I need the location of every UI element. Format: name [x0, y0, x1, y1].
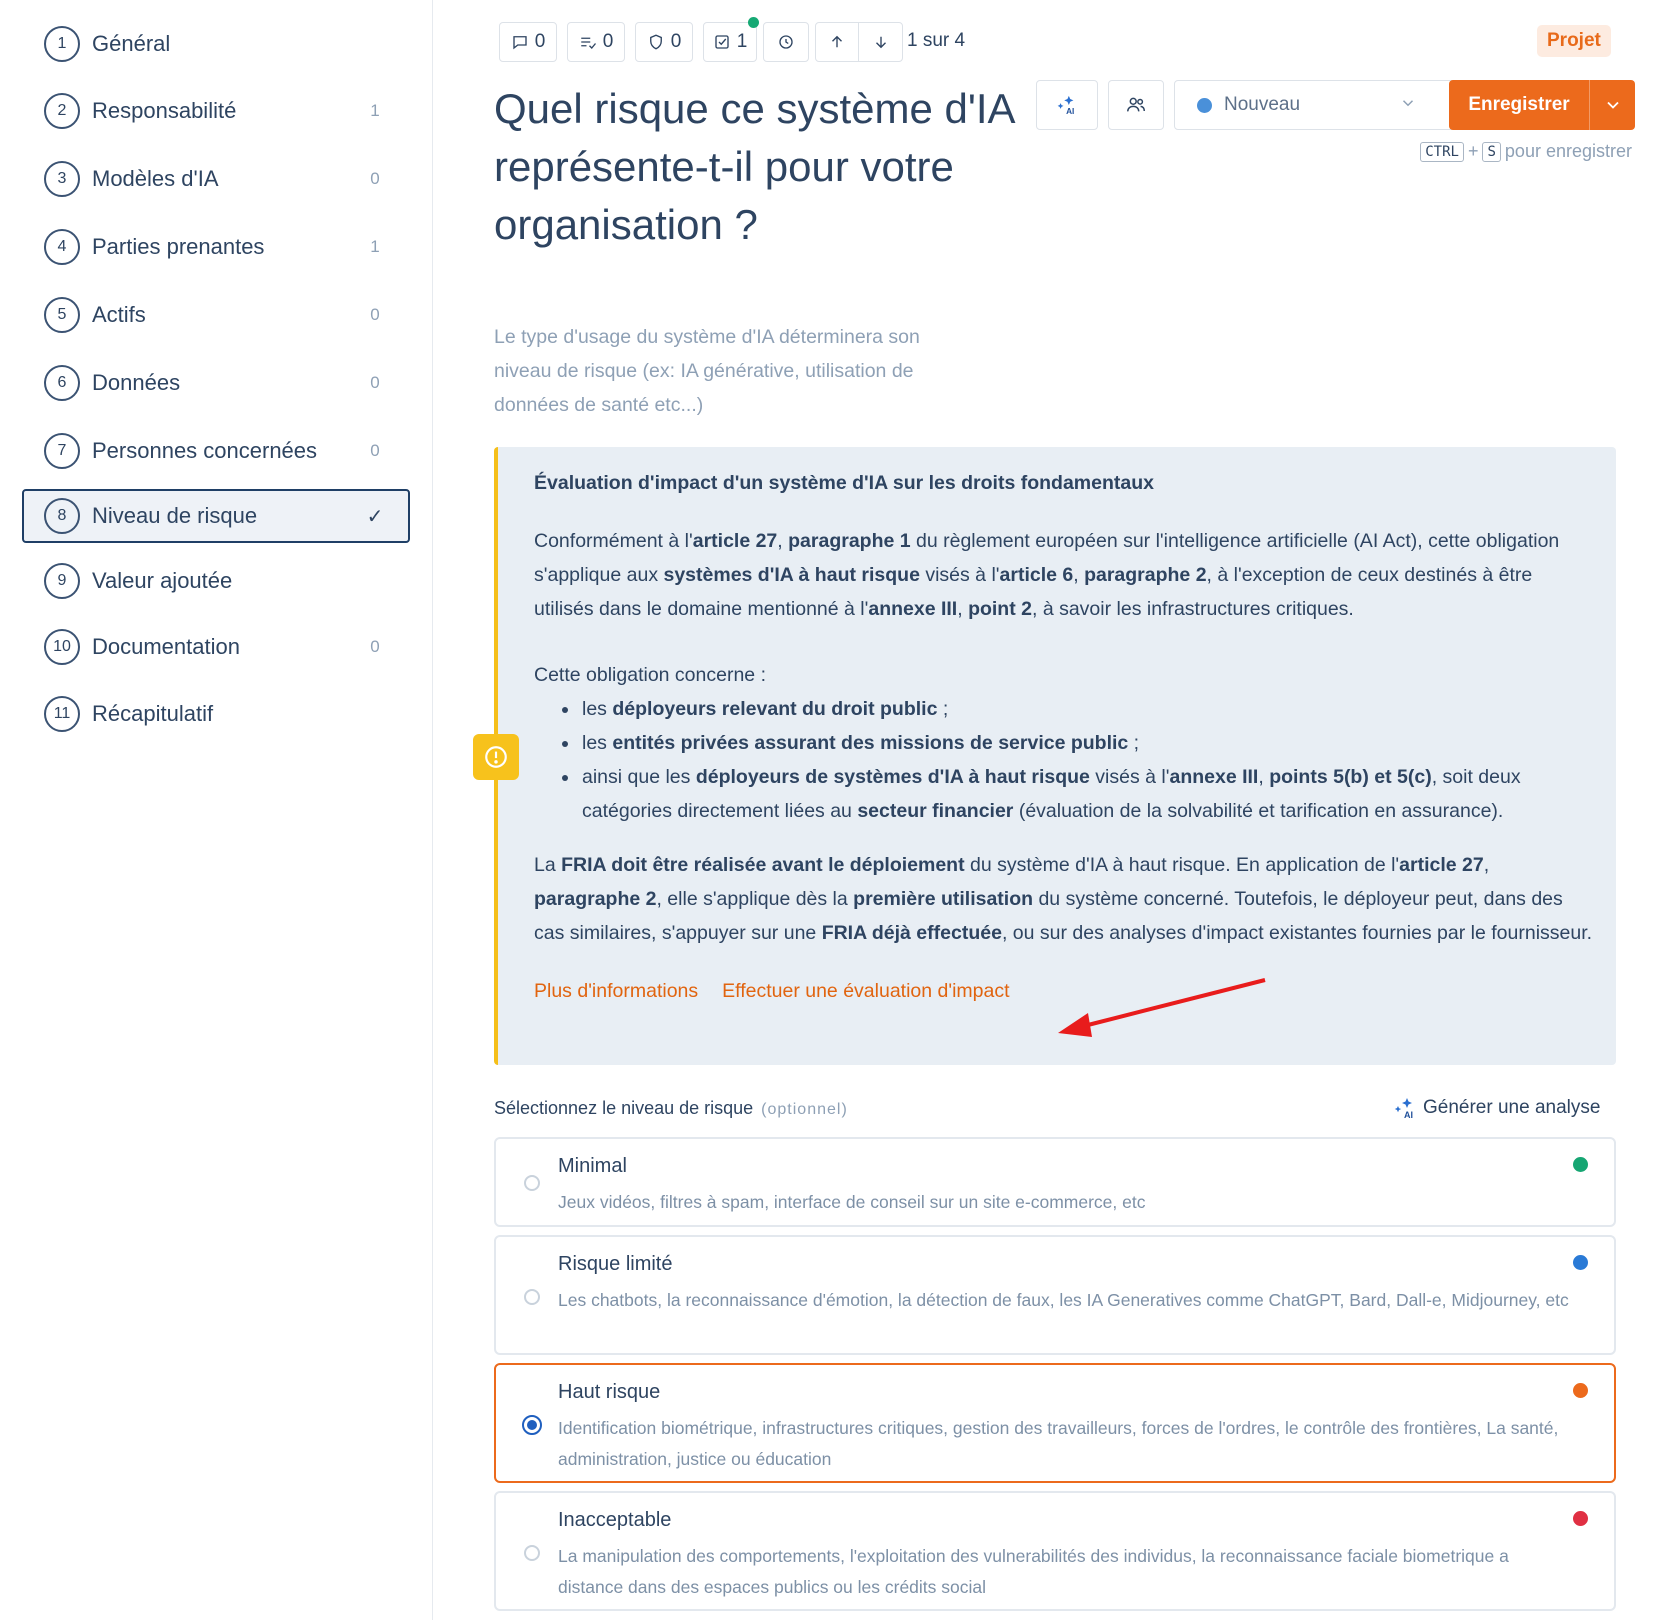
save-dropdown-button[interactable] [1589, 80, 1635, 130]
history-button[interactable] [763, 22, 809, 62]
sidebar-item-modeles[interactable] [22, 152, 410, 206]
step-number: 2 [44, 93, 80, 129]
checklist-button[interactable] [703, 22, 757, 62]
step-number: 7 [44, 433, 80, 469]
risk-option-title: Haut risque [558, 1381, 661, 1403]
pager-text: 1 sur 4 [907, 30, 966, 51]
step-number: 4 [44, 229, 80, 265]
risk-option-title: Inacceptable [558, 1509, 672, 1531]
optional-hint: (optionnel) [761, 1101, 848, 1118]
sidebar-item-valeur-ajoutee[interactable] [22, 554, 410, 608]
risk-level-label-text: Sélectionnez le niveau de risque [494, 1098, 754, 1118]
ai-sparkle-icon [1056, 94, 1078, 116]
sidebar-item-donnees[interactable] [22, 356, 410, 410]
item-count: 0 [370, 305, 380, 324]
kbd-s: S [1482, 142, 1500, 162]
item-count: 0 [370, 441, 380, 460]
status-dot [1197, 98, 1212, 113]
check-icon: ✓ [366, 505, 384, 528]
sidebar-item-label: Récapitulatif [92, 701, 214, 726]
svg-text:AI: AI [1066, 107, 1075, 116]
impact-assessment-link[interactable]: Effectuer une évaluation d'impact [722, 980, 1010, 1002]
sidebar-item-label: Responsabilité [92, 98, 237, 123]
arrow-up-icon [828, 33, 846, 51]
step-number: 9 [44, 563, 80, 599]
comments-button[interactable] [499, 22, 557, 62]
checkbox-icon [713, 33, 731, 51]
warning-icon [473, 734, 519, 780]
radio-button[interactable] [524, 1545, 540, 1561]
risk-option-description: Jeux vidéos, filtres à spam, interface de conseil sur un site e-commerce, etc [558, 1192, 1146, 1212]
shield-count: 0 [670, 31, 682, 52]
radio-button-selected[interactable] [522, 1415, 542, 1435]
page-title: Quel risque ce système d'IA représente-t-il pour votre organisation ? [494, 85, 1014, 248]
sidebar-item-parties-prenantes[interactable] [22, 220, 410, 274]
list-check-icon [579, 33, 597, 51]
step-number: 5 [44, 297, 80, 333]
sidebar-item-niveau-de-risque[interactable] [22, 489, 410, 543]
item-count: 0 [370, 637, 380, 656]
info-bullet: ainsi que les déployeurs de systèmes d'IA à haut risque visés à l'annexe III, points 5(b) et 5(c), soit deux catégories directement liées au secteur financier (évaluation de la solvabilité et tarification en assurance). [562, 760, 1594, 828]
notification-dot [748, 17, 759, 28]
sidebar-item-documentation[interactable] [22, 620, 410, 674]
sidebar-item-label: Données [92, 370, 181, 395]
item-count: 1 [370, 237, 380, 256]
collaborators-button[interactable] [1108, 80, 1164, 130]
step-number: 11 [44, 696, 80, 732]
save-shortcut-hint [1420, 141, 1632, 162]
tasks-count: 0 [602, 31, 614, 52]
sidebar-item-label: Général [92, 31, 171, 56]
risk-color-dot [1573, 1255, 1588, 1270]
item-count: 0 [370, 169, 380, 188]
generate-analysis-button[interactable] [1393, 1096, 1600, 1120]
risk-option-inacceptable[interactable] [494, 1491, 1616, 1611]
shortcut-text: pour enregistrer [1504, 141, 1632, 161]
step-number: 8 [44, 498, 80, 534]
pager-buttons [815, 22, 903, 62]
step-number: 3 [44, 161, 80, 197]
step-number: 1 [44, 26, 80, 62]
sidebar-item-personnes-concernees[interactable] [22, 424, 410, 478]
sidebar [0, 0, 433, 1620]
red-arrow-annotation [1050, 975, 1270, 1045]
sidebar-item-label: Niveau de risque [92, 503, 258, 528]
more-info-link[interactable]: Plus d'informations [534, 980, 699, 1002]
kbd-plus: + [1467, 141, 1479, 161]
checklist-count: 1 [736, 31, 748, 52]
kbd-ctrl: CTRL [1420, 142, 1464, 162]
step-number: 10 [44, 629, 80, 665]
shield-icon [647, 33, 665, 51]
generate-analysis-label: Générer une analyse [1423, 1097, 1601, 1118]
info-paragraph-2-intro: Cette obligation concerne : [534, 664, 766, 686]
item-count: 0 [370, 373, 380, 392]
risk-option-title: Minimal [558, 1155, 627, 1177]
sidebar-item-actifs[interactable] [22, 288, 410, 342]
sidebar-item-label: Parties prenantes [92, 234, 265, 259]
users-icon [1125, 94, 1147, 116]
risk-option-description: Identification biométrique, infrastructures critiques, gestion des travailleurs, forces de l'ordres, le contrôle des frontières, La santé, administration, justice ou éducation [558, 1418, 1559, 1469]
item-count: 1 [370, 101, 380, 120]
radio-button[interactable] [524, 1289, 540, 1305]
info-bullet: les déployeurs relevant du droit public ; [562, 692, 1594, 726]
arrow-down-icon [872, 33, 890, 51]
risk-level-label [494, 1098, 848, 1119]
info-bullet: les entités privées assurant des missions de service public ; [562, 726, 1594, 760]
info-paragraph-1: Conformément à l'article 27, paragraphe 1 du règlement européen sur l'intelligence artificielle (AI Act), cette obligation s'applique aux systèmes d'IA à haut risque visés à l'article 6, paragraphe 2, à l'exception de ceux destinés à être utilisés dans le domaine mentionné à l'annexe III, point 2, à savoir les infrastructures critiques. [534, 530, 1560, 620]
status-value: Nouveau [1224, 94, 1301, 115]
sidebar-item-general[interactable] [22, 17, 410, 71]
comments-count: 0 [534, 31, 546, 52]
risk-option-minimal[interactable] [494, 1137, 1616, 1227]
sidebar-item-responsabilite[interactable] [22, 84, 410, 138]
status-select[interactable] [1174, 80, 1436, 130]
step-number: 6 [44, 365, 80, 401]
ai-button[interactable] [1036, 80, 1098, 130]
next-button[interactable] [859, 23, 902, 61]
risk-option-limite[interactable] [494, 1235, 1616, 1355]
sidebar-item-label: Personnes concernées [92, 438, 318, 463]
save-button[interactable]: Enregistrer [1449, 80, 1589, 130]
chevron-down-icon [1603, 95, 1623, 115]
sidebar-item-label: Valeur ajoutée [92, 568, 233, 593]
chevron-down-icon [1399, 94, 1417, 117]
radio-button[interactable] [524, 1175, 540, 1191]
shield-button[interactable] [635, 22, 693, 62]
sidebar-item-label: Modèles d'IA [92, 166, 219, 191]
info-title: Évaluation d'impact d'un système d'IA sur les droits fondamentaux [534, 472, 1154, 494]
previous-button[interactable] [816, 23, 859, 61]
comment-icon [511, 33, 529, 51]
sidebar-item-label: Documentation [92, 634, 240, 659]
sidebar-item-label: Actifs [92, 302, 146, 327]
status-badge: Projet [1537, 25, 1611, 57]
risk-color-dot [1573, 1157, 1588, 1172]
risk-option-description: Les chatbots, la reconnaissance d'émotion, la détection de faux, les IA Generatives comme ChatGPT, Bard, Dall-e, Midjourney, etc [558, 1290, 1569, 1310]
clock-icon [777, 33, 795, 51]
risk-option-description: La manipulation des comportements, l'exploitation des vulnerabilités des individus, la reconnaissance faciale biometrique a distance dans des espaces publics ou les crédits social [558, 1546, 1509, 1597]
risk-option-title: Risque limité [558, 1253, 673, 1275]
sidebar-item-recapitulatif[interactable] [22, 687, 410, 741]
info-content [534, 466, 1594, 1008]
page-subtitle: Le type d'usage du système d'IA déterminera son niveau de risque (ex: IA générative, utilisation de données de santé etc...) [494, 326, 920, 416]
ai-sparkle-icon [1393, 1096, 1417, 1120]
info-paragraph-3: La FRIA doit être réalisée avant le déploiement du système d'IA à haut risque. En application de l'article 27, paragraphe 2, elle s'applique dès la première utilisation du système concerné. Toutefois, le déployeur peut, dans des cas similaires, s'appuyer sur une FRIA déjà effectuée, ou sur des analyses d'impact existantes fournies par le fournisseur. [534, 854, 1593, 944]
risk-color-dot [1573, 1383, 1588, 1398]
risk-color-dot [1573, 1511, 1588, 1526]
svg-text:AI: AI [1404, 1110, 1413, 1120]
info-bullet-list [534, 692, 1594, 828]
tasks-button[interactable] [567, 22, 625, 62]
risk-option-haut[interactable] [494, 1363, 1616, 1483]
